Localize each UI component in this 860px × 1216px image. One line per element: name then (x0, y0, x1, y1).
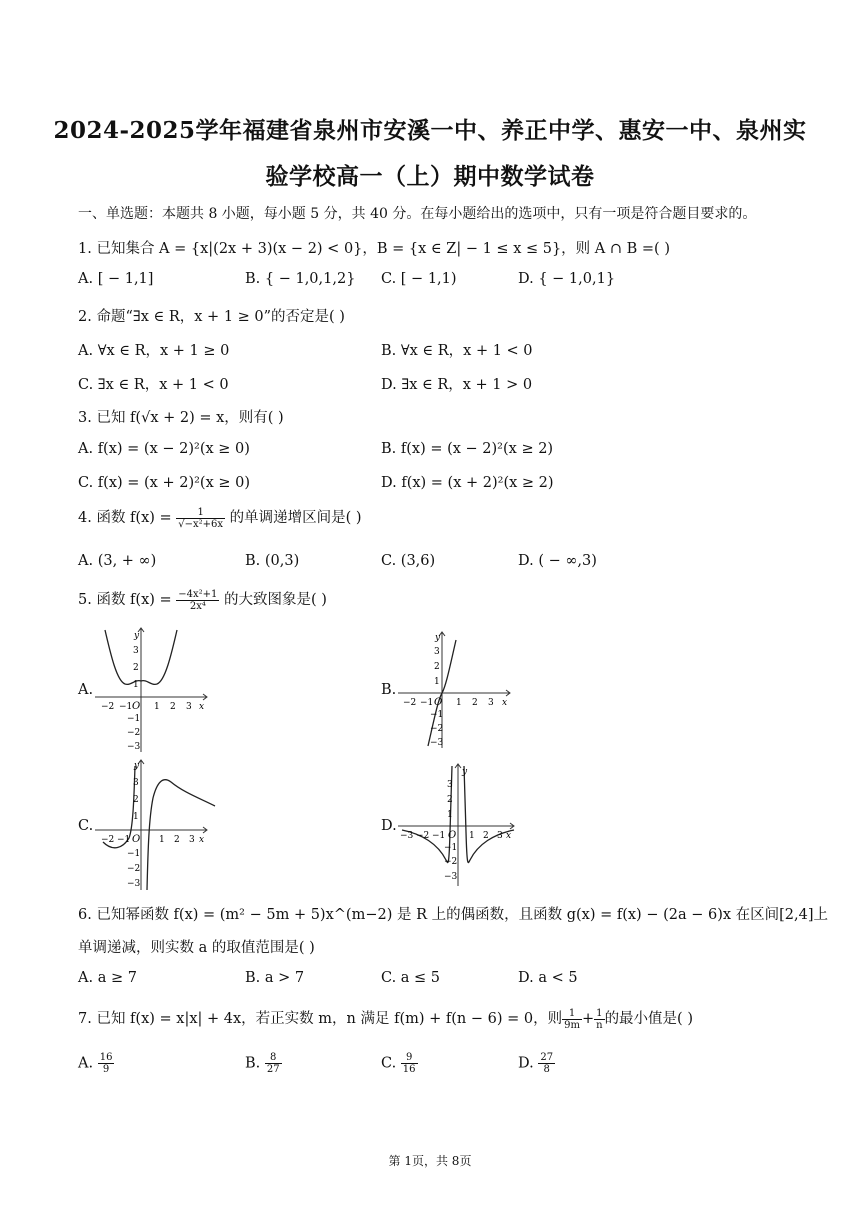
q3-option-c: C. f(x) = (x + 2)²(x ≥ 0) (78, 475, 251, 491)
q7a-label: A. (78, 1055, 94, 1072)
q5c-xtick: 2 (174, 835, 180, 845)
q5d-x-label: x (506, 831, 512, 841)
q7a-fraction (98, 1052, 115, 1075)
q7-f1-num: 1 (562, 1008, 582, 1020)
q5c-xtick: 3 (189, 835, 195, 845)
q7d-num: 27 (540, 1052, 554, 1063)
q7-prefix: 7. 已知 f(x) = x|x| + 4x，若正实数 m，n 满足 f(m) + f(n − 6) = 0，则 (78, 1011, 563, 1027)
q5d-xtick: 3 (497, 831, 503, 841)
page-footer: 第 1页，共 8页 (388, 1154, 472, 1168)
q5a-ytick: −1 (127, 714, 141, 724)
q5c-ytick: 2 (133, 795, 139, 805)
q7a-num: 16 (99, 1052, 113, 1063)
q1-option-d: D. { − 1,0,1} (518, 271, 616, 287)
q5b-ytick: −3 (430, 738, 444, 748)
q5a-ytick: 3 (133, 646, 139, 656)
q7-suffix: 的最小值是( ) (604, 1011, 693, 1027)
q7-fraction-2 (594, 1008, 604, 1031)
q1-option-c: C. [ − 1,1) (381, 271, 457, 287)
q5d-ytick: −1 (444, 843, 458, 853)
q5b-origin: O (434, 697, 443, 708)
q4-option-b: B. (0,3) (245, 553, 300, 569)
q7d-fraction (538, 1052, 555, 1075)
q5c-xtick: −2 (101, 835, 115, 845)
question-6-line1: 6. 已知幂函数 f(x) = (m² − 5m + 5)x^(m−2) 是 R 上的偶函数，且函数 g(x) = f(x) − (2a − 6)x 在区间[2,4]上 (78, 907, 829, 923)
q5c-ytick: −2 (127, 864, 141, 874)
q5c-x-label: x (199, 835, 205, 845)
q6-option-a: A. a ≥ 7 (78, 970, 137, 986)
q7-f2-num: 1 (594, 1008, 604, 1020)
q2-option-a: A. ∀x ∈ R，x + 1 ≥ 0 (78, 343, 230, 359)
q7c-den: 16 (402, 1064, 416, 1075)
q5d-ytick: 1 (447, 810, 453, 820)
q7c-label: C. (381, 1055, 397, 1072)
q5b-xtick: −2 (403, 698, 417, 708)
q5c-y-label: y (134, 761, 140, 771)
q4-suffix: 的单调递增区间是( ) (229, 510, 362, 526)
q5c-ytick: −3 (127, 879, 141, 889)
q4-frac-num: 1 (176, 507, 225, 519)
q5a-y-label: y (134, 631, 140, 641)
q5b-ytick: −1 (430, 710, 444, 720)
page-title-line1: 2024-2025学年福建省泉州市安溪一中、养正中学、惠安一中、泉州实 (53, 117, 807, 144)
q7b-num: 8 (265, 1052, 282, 1064)
q6-option-b: B. a > 7 (245, 970, 305, 986)
q5-option-b: B. (381, 682, 397, 698)
q7-plus: + (581, 1011, 595, 1027)
q7-option-b (245, 1052, 282, 1075)
q5b-xtick: 1 (456, 698, 462, 708)
q5-suffix: 的大致图象是( ) (224, 592, 327, 608)
q1-option-b: B. { − 1,0,1,2} (245, 271, 356, 287)
q5d-ytick: −3 (444, 872, 458, 882)
question-3-stem: 3. 已知 f(√x + 2) = x，则有( ) (78, 410, 284, 426)
q6-option-c: C. a ≤ 5 (381, 970, 441, 986)
q4-option-d: D. ( − ∞,3) (518, 553, 597, 569)
q4-option-a: A. (3, + ∞) (78, 553, 157, 569)
q4-option-c: C. (3,6) (381, 553, 436, 569)
q3-option-a: A. f(x) = (x − 2)²(x ≥ 0) (78, 441, 250, 457)
q6-option-d: D. a < 5 (518, 970, 578, 986)
q5c-xtick: −1 (117, 835, 131, 845)
question-6-line2: 单调递减，则实数 a 的取值范围是( ) (78, 940, 315, 956)
q5-option-c: C. (78, 818, 94, 834)
q5d-xtick: −2 (416, 831, 430, 841)
q5a-xtick: −2 (101, 702, 115, 712)
q5a-ytick: 2 (133, 663, 139, 673)
question-5-stem (78, 588, 327, 612)
q5-prefix: 5. 函数 f(x) = (78, 592, 172, 608)
q3-option-b: B. f(x) = (x − 2)²(x ≥ 2) (381, 441, 554, 457)
q5-frac-den: 2x⁴ (189, 600, 206, 612)
q5b-ytick: −2 (430, 724, 444, 734)
q5-graph-d (398, 762, 530, 888)
question-2-stem: 2. 命题“∃x ∈ R，x + 1 ≥ 0”的否定是( ) (78, 309, 345, 325)
question-1-stem: 1. 已知集合 A = {x|(2x + 3)(x − 2) < 0}，B = {x ∈ Z| − 1 ≤ x ≤ 5}，则 A ∩ B =( ) (78, 241, 670, 257)
q5b-xtick: 2 (472, 698, 478, 708)
q5a-xtick: 2 (170, 702, 176, 712)
q5c-ytick: −1 (127, 849, 141, 859)
q7-fraction-1 (562, 1008, 582, 1031)
q7c-fraction (401, 1052, 418, 1075)
q5-fraction (176, 589, 219, 612)
q5d-ytick: 3 (447, 780, 453, 790)
q5a-ytick: −3 (127, 742, 141, 752)
q5b-ytick: 3 (434, 647, 440, 657)
q7-f1-den: 9m (564, 1019, 580, 1031)
page-title-line2: 验学校高一（上）期中数学试卷 (265, 163, 595, 190)
q5-frac-num: −4x²+1 (178, 588, 218, 600)
q5b-x-label: x (502, 698, 508, 708)
q5a-xtick: 1 (154, 702, 160, 712)
q5b-ytick: 1 (434, 677, 440, 687)
q5b-ytick: 2 (434, 662, 440, 672)
q4-prefix: 4. 函数 f(x) = (78, 510, 172, 526)
q7-option-d (518, 1052, 555, 1075)
q5c-origin: O (132, 834, 141, 845)
q7a-den: 9 (102, 1064, 110, 1075)
q5a-x-label: x (199, 702, 205, 712)
q5d-xtick: −1 (432, 831, 446, 841)
q5a-ytick: 1 (133, 680, 139, 690)
q7-f2-den: n (596, 1019, 603, 1031)
q5b-xtick: −1 (420, 698, 434, 708)
q7d-label: D. (518, 1055, 534, 1072)
q5c-ytick: 1 (133, 812, 139, 822)
q2-option-c: C. ∃x ∈ R，x + 1 < 0 (78, 377, 229, 393)
q2-option-d: D. ∃x ∈ R，x + 1 > 0 (381, 377, 533, 393)
question-4-stem (78, 506, 362, 530)
q5d-y-label: y (462, 767, 468, 777)
q5a-ytick: −2 (127, 728, 141, 738)
q5d-xtick: −3 (400, 831, 414, 841)
q5-graph-a (95, 626, 225, 754)
q7c-num: 9 (401, 1052, 418, 1064)
q5-graph-c (95, 758, 225, 894)
q5c-xtick: 1 (159, 835, 165, 845)
q7b-label: B. (245, 1055, 261, 1072)
q7b-fraction (265, 1052, 282, 1075)
q7-option-a (78, 1052, 114, 1075)
q5a-xtick: 3 (186, 702, 192, 712)
q5-option-d: D. (381, 818, 397, 834)
q5b-xtick: 3 (488, 698, 494, 708)
q1-option-a: A. [ − 1,1] (78, 271, 154, 287)
q7-option-c (381, 1052, 418, 1075)
q3-option-d: D. f(x) = (x + 2)²(x ≥ 2) (381, 475, 554, 491)
q5d-xtick: 1 (469, 831, 475, 841)
q5d-xtick: 2 (483, 831, 489, 841)
section-heading: 一、单选题：本题共 8 小题，每小题 5 分，共 40 分。在每小题给出的选项中，只有一项是符合题目要求的。 (78, 206, 757, 222)
q5d-origin: O (448, 830, 457, 841)
q5a-origin: O (132, 701, 141, 712)
q5-option-a: A. (78, 682, 94, 698)
q4-fraction (176, 507, 225, 530)
q7b-den: 27 (266, 1064, 280, 1075)
q5a-xtick: −1 (119, 702, 133, 712)
q5-graph-b (398, 630, 528, 750)
q5b-y-label: y (435, 633, 441, 643)
q5c-ytick: 3 (133, 778, 139, 788)
q5d-ytick: −2 (444, 857, 458, 867)
q4-frac-den: √−x²+6x (178, 518, 224, 530)
question-7-stem (78, 1007, 693, 1031)
q7d-den: 8 (543, 1064, 550, 1075)
q5d-ytick: 2 (447, 795, 453, 805)
q2-option-b: B. ∀x ∈ R，x + 1 < 0 (381, 343, 533, 359)
